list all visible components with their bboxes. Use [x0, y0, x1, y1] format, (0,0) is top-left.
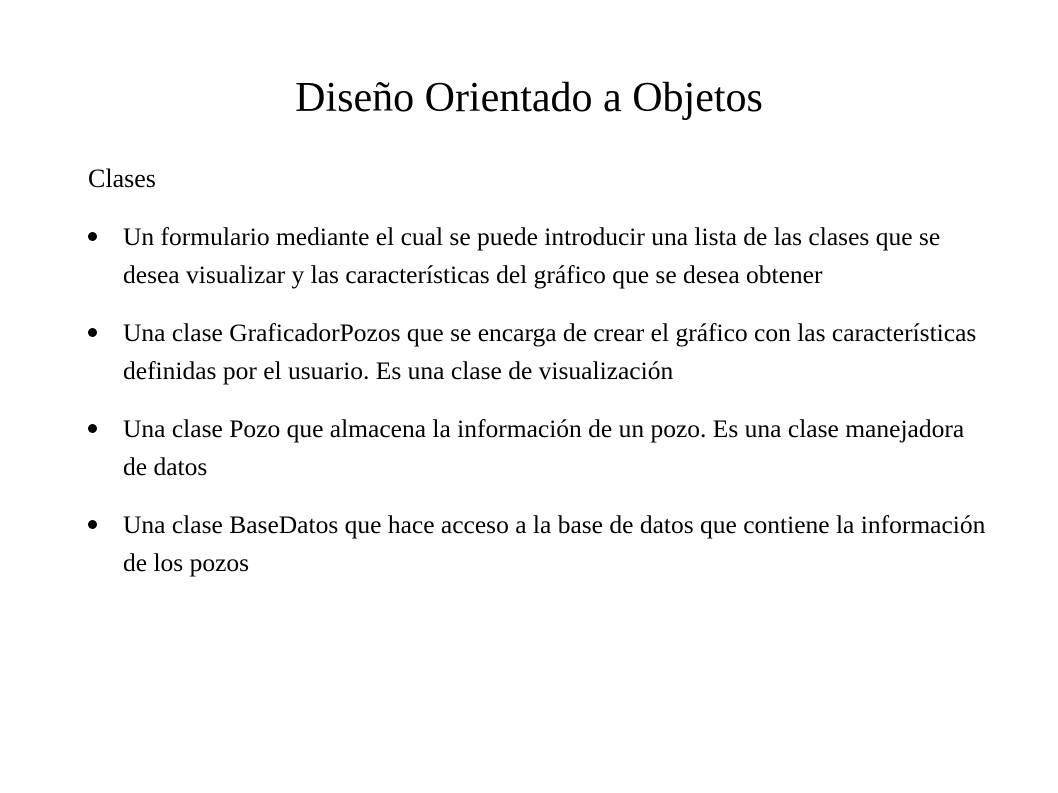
- bullet-dot-icon: [88, 328, 97, 337]
- bullet-item: [88, 218, 988, 294]
- slide-title: Diseño Orientado a Objetos: [295, 75, 763, 121]
- bullet-list: [88, 218, 988, 602]
- bullet-dot-icon: [88, 520, 97, 529]
- bullet-item: [88, 506, 988, 582]
- bullet-text: Un formulario mediante el cual se puede introducir una lista de las clases que se desea visualizar y las características del gráfico que se desea obtener: [123, 222, 941, 289]
- bullet-text: Una clase GraficadorPozos que se encarga de crear el gráfico con las características definidas por el usuario. Es una clase de visualización: [123, 318, 977, 385]
- bullet-text: Una clase BaseDatos que hace acceso a la base de datos que contiene la información de los pozos: [123, 510, 986, 577]
- bullet-dot-icon: [88, 232, 97, 241]
- section-heading: Clases: [88, 164, 156, 193]
- bullet-item: [88, 410, 988, 486]
- bullet-item: [88, 314, 988, 390]
- bullet-dot-icon: [88, 424, 97, 433]
- bullet-text: Una clase Pozo que almacena la información de un pozo. Es una clase manejadora de datos: [123, 414, 965, 481]
